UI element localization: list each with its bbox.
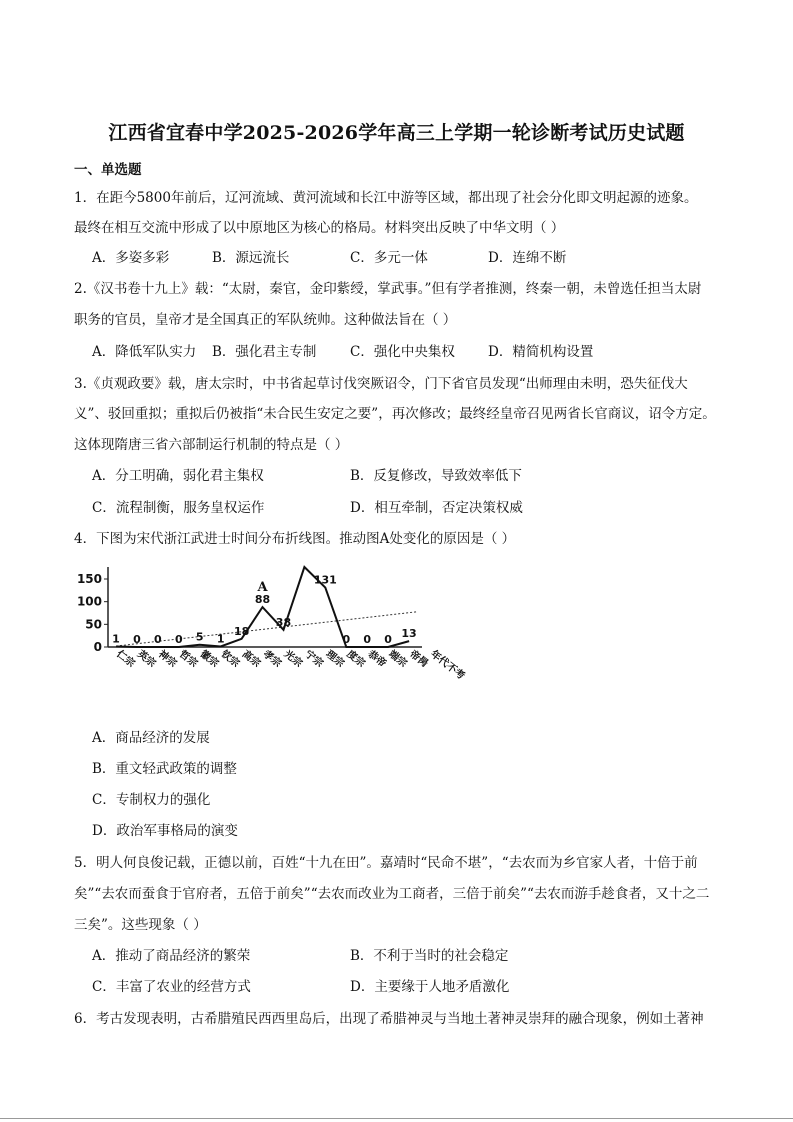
- x-tick-label: 哲宗: [176, 648, 200, 670]
- question-5-option-b[interactable]: B．不利于当时的社会稳定: [350, 948, 509, 964]
- question-1-option-d[interactable]: D．连绵不断: [488, 250, 567, 266]
- x-tick-label: 仁宗: [114, 648, 137, 670]
- question-5-line-2: 矣”“去农而蚕食于官府者，五倍于前矣”“去农而改业为工商者，三倍于前矣”“去农而游手趁食者，又十之二: [74, 886, 710, 902]
- data-label: 0: [363, 633, 372, 646]
- section-heading: 一、单选题: [74, 162, 142, 178]
- question-2-line-2: 职务的官员，皇帝才是全国真正的军队统帅。这种做法旨在（ ）: [74, 312, 457, 328]
- page-bottom-rule: [0, 1118, 793, 1119]
- question-6-line-1: 6．考古发现表明，古希腊殖民西西里岛后，出现了希腊神灵与当地土著神灵崇拜的融合现象，例如土著神: [74, 1011, 704, 1027]
- x-tick-label: 帝昺: [407, 648, 430, 670]
- question-4-option-b[interactable]: B．重文轻武政策的调整: [92, 761, 237, 777]
- question-3-line-1: 3.《贞观政要》载，唐太宗时，中书省起草讨伐突厥诏令，门下省官员发现“出师理由未明，恐失征伐大: [74, 376, 688, 392]
- question-2-line-1: 2.《汉书卷十九上》载：“太尉，秦官，金印紫绶，掌武事。”但有学者推测，终秦一朝，未曾选任担当太尉: [74, 281, 702, 297]
- x-tick-label: 光宗: [281, 648, 305, 670]
- y-tick-label: 0: [93, 640, 102, 654]
- x-tick-label: 端宗: [386, 648, 409, 670]
- x-tick-label: 宁宗: [302, 648, 326, 670]
- question-1-line-1: 1．在距今5800年前后，辽河流域、黄河流域和长江中游等区域，都出现了社会分化即文明起源的迹象。: [74, 190, 698, 206]
- question-2-option-d[interactable]: D．精简机构设置: [488, 344, 594, 360]
- question-3-option-a[interactable]: A．分工明确，弱化君主集权: [92, 468, 264, 484]
- x-tick-label: 钦宗: [218, 648, 242, 670]
- question-4-option-a[interactable]: A．商品经济的发展: [92, 730, 210, 746]
- data-label: 0: [384, 633, 392, 646]
- x-tick-label: 孝宗: [260, 648, 284, 670]
- x-tick-label: 神宗: [156, 648, 179, 670]
- question-3-option-d[interactable]: D．相互牵制，否定决策权威: [350, 500, 523, 516]
- data-label: 13: [401, 627, 417, 641]
- data-label: 0: [154, 633, 162, 646]
- question-2-option-b[interactable]: B．强化君主专制: [212, 344, 317, 360]
- x-tick-label: 度宗: [344, 648, 367, 670]
- data-label: 0: [342, 633, 351, 646]
- question-3-line-3: 这体现隋唐三省六部制运行机制的特点是（ ）: [74, 437, 349, 453]
- question-5-line-3: 三矣”。这些现象（ ）: [74, 917, 207, 933]
- question-5-option-d[interactable]: D．主要缘于人地矛盾激化: [350, 979, 510, 995]
- question-1-option-c[interactable]: C．多元一体: [350, 250, 428, 266]
- question-5-line-1: 5．明人何良俊记载，正德以前，百姓“十九在田”。嘉靖时“民命不堪”，“去农而为乡官家人者，十倍于前: [74, 855, 698, 871]
- question-4-option-c[interactable]: C．专制权力的强化: [92, 792, 211, 808]
- question-3-option-b[interactable]: B．反复修改，导致效率低下: [350, 468, 522, 484]
- y-tick-label: 150: [76, 572, 102, 586]
- x-tick-label: 高宗: [239, 648, 263, 670]
- x-tick-label: 年代不考: [428, 648, 467, 682]
- question-1-option-a[interactable]: A．多姿多彩: [92, 250, 170, 266]
- data-label: 131: [313, 573, 337, 587]
- question-2-option-c[interactable]: C．强化中央集权: [350, 344, 455, 360]
- jinshi-line-chart: [70, 565, 467, 715]
- data-label: 0: [174, 633, 183, 646]
- x-tick-label: 理宗: [323, 648, 347, 670]
- question-5-option-c[interactable]: C．丰富了农业的经营方式: [92, 979, 251, 995]
- x-tick-label: 恭帝: [365, 648, 388, 670]
- question-1-option-b[interactable]: B．源远流长: [212, 250, 290, 266]
- data-label: 1: [112, 632, 120, 646]
- question-3-option-c[interactable]: C．流程制衡，服务皇权运作: [92, 500, 265, 516]
- question-4-option-d[interactable]: D．政治军事格局的演变: [92, 823, 238, 839]
- question-4-line-1: 4．下图为宋代浙江武进士时间分布折线图。推动图A处变化的原因是（ ）: [74, 531, 516, 547]
- data-label: 18: [233, 624, 250, 638]
- data-label: 0: [133, 633, 141, 646]
- annotation-a: A: [257, 580, 268, 596]
- x-tick-label: 徽宗: [197, 648, 221, 670]
- question-5-option-a[interactable]: A．推动了商品经济的繁荣: [92, 948, 251, 964]
- data-label: 38: [275, 615, 292, 629]
- data-label: 88: [254, 593, 271, 607]
- y-tick-label: 100: [76, 594, 102, 609]
- page-title: 江西省宜春中学2025-2026学年高三上学期一轮诊断考试历史试题: [108, 122, 685, 144]
- y-tick-label: 50: [85, 617, 102, 632]
- question-3-line-2: 义”、驳回重拟；重拟后仍被指“未合民生安定之要”，再次修改；最终经皇帝召见两省长官商议，诏令方定。: [74, 406, 716, 422]
- data-label: 1: [216, 632, 225, 646]
- question-1-line-2: 最终在相互交流中形成了以中原地区为核心的格局。材料突出反映了中华文明（ ）: [74, 220, 565, 236]
- question-2-option-a[interactable]: A．降低军队实力: [92, 344, 197, 360]
- data-label: 5: [195, 630, 204, 644]
- x-tick-label: 英宗: [135, 648, 158, 670]
